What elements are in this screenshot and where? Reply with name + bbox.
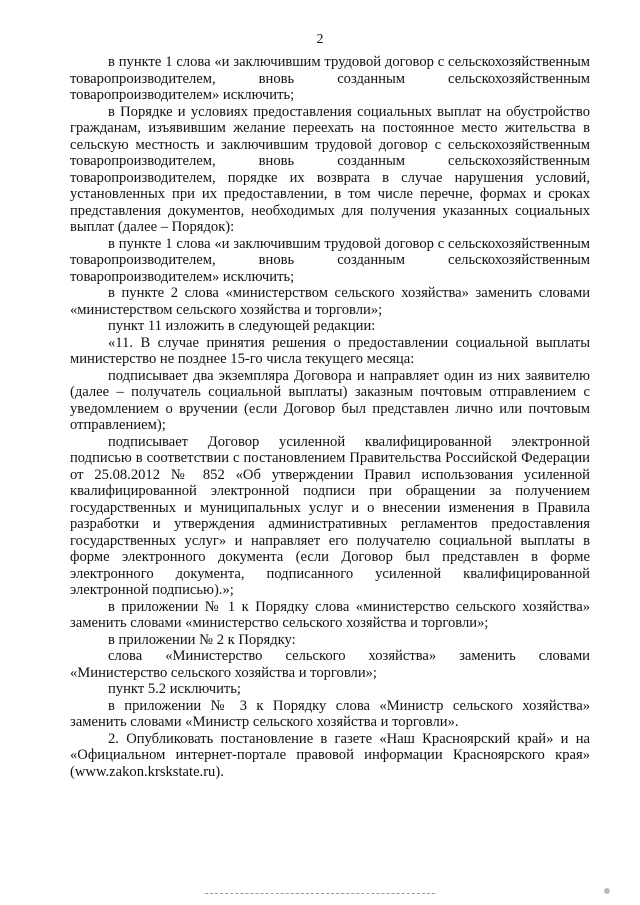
paragraph: в приложении № 3 к Порядку слова «Министр сельского хозяйства» заменить словами «Министр сельского хозяйства и торговли».	[70, 697, 590, 730]
paragraph: в приложении № 1 к Порядку слова «министерство сельского хозяйства» заменить словами «министерство сельского хозяйства и торговли»;	[70, 598, 590, 631]
paragraph: 2. Опубликовать постановление в газете «Наш Красноярский край» и на «Официальном интернет-портале правовой информации Красноярского края» (www.zakon.krskstate.ru).	[70, 730, 590, 780]
scan-artifact-dot	[604, 888, 610, 894]
paragraph: в пункте 2 слова «министерством сельского хозяйства» заменить словами «министерством сельского хозяйства и торговли»;	[70, 285, 590, 318]
paragraph: слова «Министерство сельского хозяйства» заменить словами «Министерство сельского хозяйства и торговли»;	[70, 648, 590, 681]
scan-artifact-line	[205, 893, 435, 894]
document-body	[70, 54, 590, 780]
paragraph: «11. В случае принятия решения о предоставлении социальной выплаты министерство не позднее 15-го числа текущего месяца:	[70, 334, 590, 367]
paragraph: в приложении № 2 к Порядку:	[108, 631, 296, 648]
paragraph: в пункте 1 слова «и заключившим трудовой договор с сельскохозяйственным товаропроизводителем, вновь созданным сельскохозяйственным товаропроизводителем» исключить;	[70, 235, 590, 285]
paragraph: подписывает Договор усиленной квалифицированной электронной подписью в соответствии с постановлением Правительства Российской Федерации от 25.08.2012 № 852 «Об утверждении Правил использования усиленной квалифицированной электронной подписи при обращении за получением государственных и муниципальных услуг и о внесении изменения в Правила разработки и утверждения административных регламентов предоставления государственных услуг» и направляет его получателю социальной выплаты в форме электронного документа (если Договор был представлен в форме электронного документа, подписанного усиленной квалифицированной электронной подписью).»;	[70, 433, 590, 598]
paragraph: пункт 5.2 исключить;	[108, 681, 241, 697]
paragraph: в пункте 1 слова «и заключившим трудовой договор с сельскохозяйственным товаропроизводителем, вновь созданным сельскохозяйственным товаропроизводителем» исключить;	[70, 54, 590, 103]
paragraph: в Порядке и условиях предоставления социальных выплат на обустройство гражданам, изъявившим желание переехать на постоянное место жительства в сельскую местность и заключившим трудовой договор с сельскохозяйственным товаропроизводителем, вновь созданным сельскохозяйственным товаропроизводителем, порядке их возврата в случае нарушения условий, установленных при их предоставлении, в том числе перечне, формах и сроках представления документов, необходимых для получения указанных социальных выплат (далее – Порядок):	[70, 103, 590, 235]
paragraph: подписывает два экземпляра Договора и направляет один из них заявителю (далее – получатель социальной выплаты) заказным почтовым отправлением с уведомлением о вручении (если Договор был представлен лично или почтовым отправлением);	[70, 367, 590, 433]
page-number: 2	[316, 32, 324, 47]
paragraph: пункт 11 изложить в следующей редакции:	[108, 318, 376, 334]
